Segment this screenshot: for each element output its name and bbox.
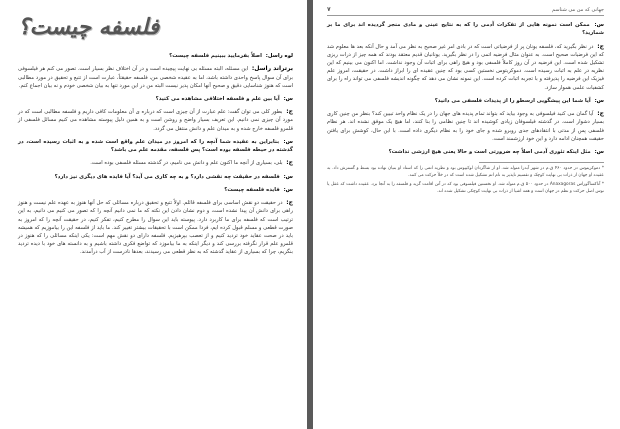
speaker-tag: س: xyxy=(283,173,293,180)
question-paragraph xyxy=(327,97,604,105)
paragraph-text: بنابراین به عقیده شما آنچه را که امروز در میدان علم واقع است شده و به اثبات رسیده است، در گذشته در حیطه فلسفه بوده است؟ پس فلسفه، مقدمه علم می باشد؟ xyxy=(18,138,293,154)
footnote: * آناکساگوراس Anaxagoras در حدود ۵۰۰ ق.م متولد شد. او نخستین فیلسوفی بود که در آتن اقامت گزید و فلسفه را به آنجا برد. عقیده داشت که عقل یا نوس اصل حرکت و نظم در جهان است و همه اشیا از ذرات بی نهایت کوچکی تشکیل شده اند. xyxy=(327,182,604,194)
speaker-tag: لوه راسل: xyxy=(265,53,293,59)
footnote: * دموکریتوس در حدود ۴۶۰ ق.م در شهر آبدرا متولد شد. او از شاگردان لوکیپوس بود و نظریه اتمی را که استاد او بنیان نهاده بود بسط و گسترش داد. به عقیده او جهان از ذرات بی نهایت کوچک و تقسیم ناپذیر به نام اتم تشکیل شده است که در خلأ حرکت می کنند. xyxy=(327,166,604,178)
right-page xyxy=(313,0,620,429)
question-paragraph xyxy=(18,138,293,155)
left-body xyxy=(18,52,293,257)
running-title: جهانی که من می شناسم xyxy=(552,6,604,13)
paragraph-text: آیا شما این پیشگویی ارسطو را از پدیدات فلسفی می دانید؟ xyxy=(434,97,591,104)
paragraph-text: آیا بین علم و فلسفه اختلافی مشاهده می کنید؟ xyxy=(155,95,280,102)
paragraph-text: فلسفه در حقیقت چه نقشی دارد؟ و به چه کاری می آید؟ آیا فایده های دیگری نیز دارد؟ xyxy=(54,173,280,180)
answer-paragraph xyxy=(18,199,293,256)
right-body xyxy=(327,21,604,156)
speaker-tag: س: xyxy=(283,186,293,193)
question-paragraph xyxy=(327,148,604,156)
speaker-tag: س: xyxy=(594,148,604,155)
question-paragraph xyxy=(18,186,293,194)
speaker-tag: س: xyxy=(283,138,293,145)
paragraph-text: آیا گمان می کنید فیلسوفی به وجود بیاید که بتواند تمام پدیده های جهان را در یک نظام واحد تبیین کند؟ بنظر من چنین کاری بسیار دشوار است. در گذشته فیلسوفان زیادی کوشیده اند تا چنین نظامی را بنا کنند، اما هیچ یک موفق نشده اند. هر نظام فلسفی پس از مدتی با انتقادهای جدی روبرو شده و جای خود را به نظام دیگری داده است. با این حال، کوشش برای یافتن حقیقت همچنان ادامه دارد و این خود ارزشمند است. xyxy=(327,111,604,142)
answer-paragraph xyxy=(327,43,604,92)
left-page xyxy=(0,0,307,429)
chapter-title: فلسفه چیست؟ xyxy=(18,14,160,40)
answer-paragraph xyxy=(18,159,293,167)
speaker-tag: س: xyxy=(283,95,293,102)
paragraph-text: بطور کلی می توان گفت: علم عبارت از آن چیزی است که درباره ی آن معلومات کافی داریم و فلسفه مطالبی است که در مورد آن چیزی نمی دانیم. این تعریف بسیار واضح و روشن است و به همین دلیل پیوسته مشاهده می کنیم مسائل فلسفی از قلمرو فلسفه خارج شده و به میدان علم و دانش منتقل می گردد. xyxy=(18,109,293,132)
paragraph-text: اصلاً بفرمایید ببینیم فلسفه چیست؟ xyxy=(169,53,262,59)
question-paragraph xyxy=(18,95,293,103)
page-number: ۷ xyxy=(327,6,331,13)
answer-paragraph xyxy=(18,108,293,133)
speaker-tag: ج: xyxy=(597,42,604,50)
paragraph-text: فایده فلسفه چیست؟ xyxy=(224,186,280,193)
running-header xyxy=(327,6,604,16)
paragraph-text: ممکن است نمونه هایی از تفکرات آدمی را که به نتایج عینی و مادی منجر گردیده اند برای ما بر شمارید؟ xyxy=(327,22,604,37)
speaker-tag: ج: xyxy=(597,110,604,118)
footnote-divider xyxy=(479,162,604,163)
speaker-tag: برتراند راسل: xyxy=(251,65,293,73)
question-paragraph xyxy=(18,173,293,181)
paragraph-text: بلی، بسیاری از آنچه ما اکنون علم و دانش می نامیم، در گذشته مسئله فلسفی بوده است. xyxy=(90,160,283,167)
speaker-tag: ج: xyxy=(286,199,293,207)
question-paragraph xyxy=(18,52,293,60)
paragraph-text: در حقیقت دو نقش اساسی برای فلسفه قائلم. اولاً تتبع و تحقیق درباره مسائلی که حل آنها هنوز به عهده علم نیست و هنوز راهی برای دانش آن پیدا نشده است، و دوم نشان دادن این نکته که ما نمی دانیم آنچه را که تصور می کنیم می دانیم، به این ترتیب است که فلسفه برای ما کاربرد دارد. پیوسته باید این سوال را مطرح کنیم، تفکر کنیم، در حقیقت آنچه را که امروز به صورت قطعی و مسلم قبول کرده ایم، فردا ممکن است با تحقیقات بیشتر تغییر کند. ما باید از فلسفه این را بیاموزیم که همیشه باید در صحت عقاید خود تردید کنیم و از تعصب بپرهیزیم. فلسفه دارای دو نقش مهم است: یکی اینکه مسائلی را که هنوز در قلمرو علم قرار نگرفته بررسی کند و دیگر اینکه به ما بیاموزد که تواضع فکری داشته باشیم و به دانسته های خود با دیده تردید بنگریم، چرا که بسیاری از عقاید گذشته که به نظر قطعی می رسیدند، بعدها نادرست از آب درآمدند. xyxy=(18,200,293,256)
paragraph-text: در نظر بگیرید که، فلسفه یونان پر از فرضیاتی است که در بادی امر غیر صحیح به نظر می آمد و حال آنکه بعد ها معلوم شد که این فرضیات صحیح است. به عنوان مثال فرضیه اتمی را در نظر بگیرید. یونانیان قدیم معتقد بودند که همه چیز از ذرات ریزی تشکیل شده است. این فرضیه در آن روز کاملاً فلسفی بود و هیچ راهی برای اثبات آن وجود نداشت. اما اکنون می بینیم که این نظریه در علم به اثبات رسیده است. دموکریتوس نخستین کسی بود که چنین عقیده ای را ابراز داشت. در حقیقت، امروز علم فیزیک این فرضیه را پذیرفته و با تجربه اثبات کرده است. این نمونه نشان می دهد که چگونه اندیشه فلسفی می تواند راه را برای کشفیات علمی هموار سازد. xyxy=(327,43,604,91)
speaker-tag: س: xyxy=(594,22,604,28)
paragraph-text: این مسئله، البته مسئله بی نهایت پیچیده است و در آن اختلاف نظر بسیار است. تصور می کنم هر فیلسوفی برای آن سوال پاسخ واحدی داشته باشد، اما به عقیده شخصی من، فلسفه حقیقتاً، عبارت است از تتبع و تحقیق در مورد مطالبی است که هنوز شناسایی دقیق و صحیح آنها امکان پذیر نیست البته من در این مورد تنها به بیان شخصی خودم و نه بیان اجماع کنم. xyxy=(18,66,293,89)
speaker-tag: س: xyxy=(594,97,604,104)
question-paragraph xyxy=(327,21,604,38)
answer-paragraph xyxy=(18,65,293,90)
answer-paragraph xyxy=(327,110,604,143)
footnotes xyxy=(327,166,604,195)
speaker-tag: ج: xyxy=(286,159,293,167)
speaker-tag: ج: xyxy=(286,108,293,116)
paragraph-text: مثل اینکه تئوری آدمی اصلاً چه ضرورتی است و حالا یعنی هیچ ارزشی نداشت؟ xyxy=(388,148,591,155)
